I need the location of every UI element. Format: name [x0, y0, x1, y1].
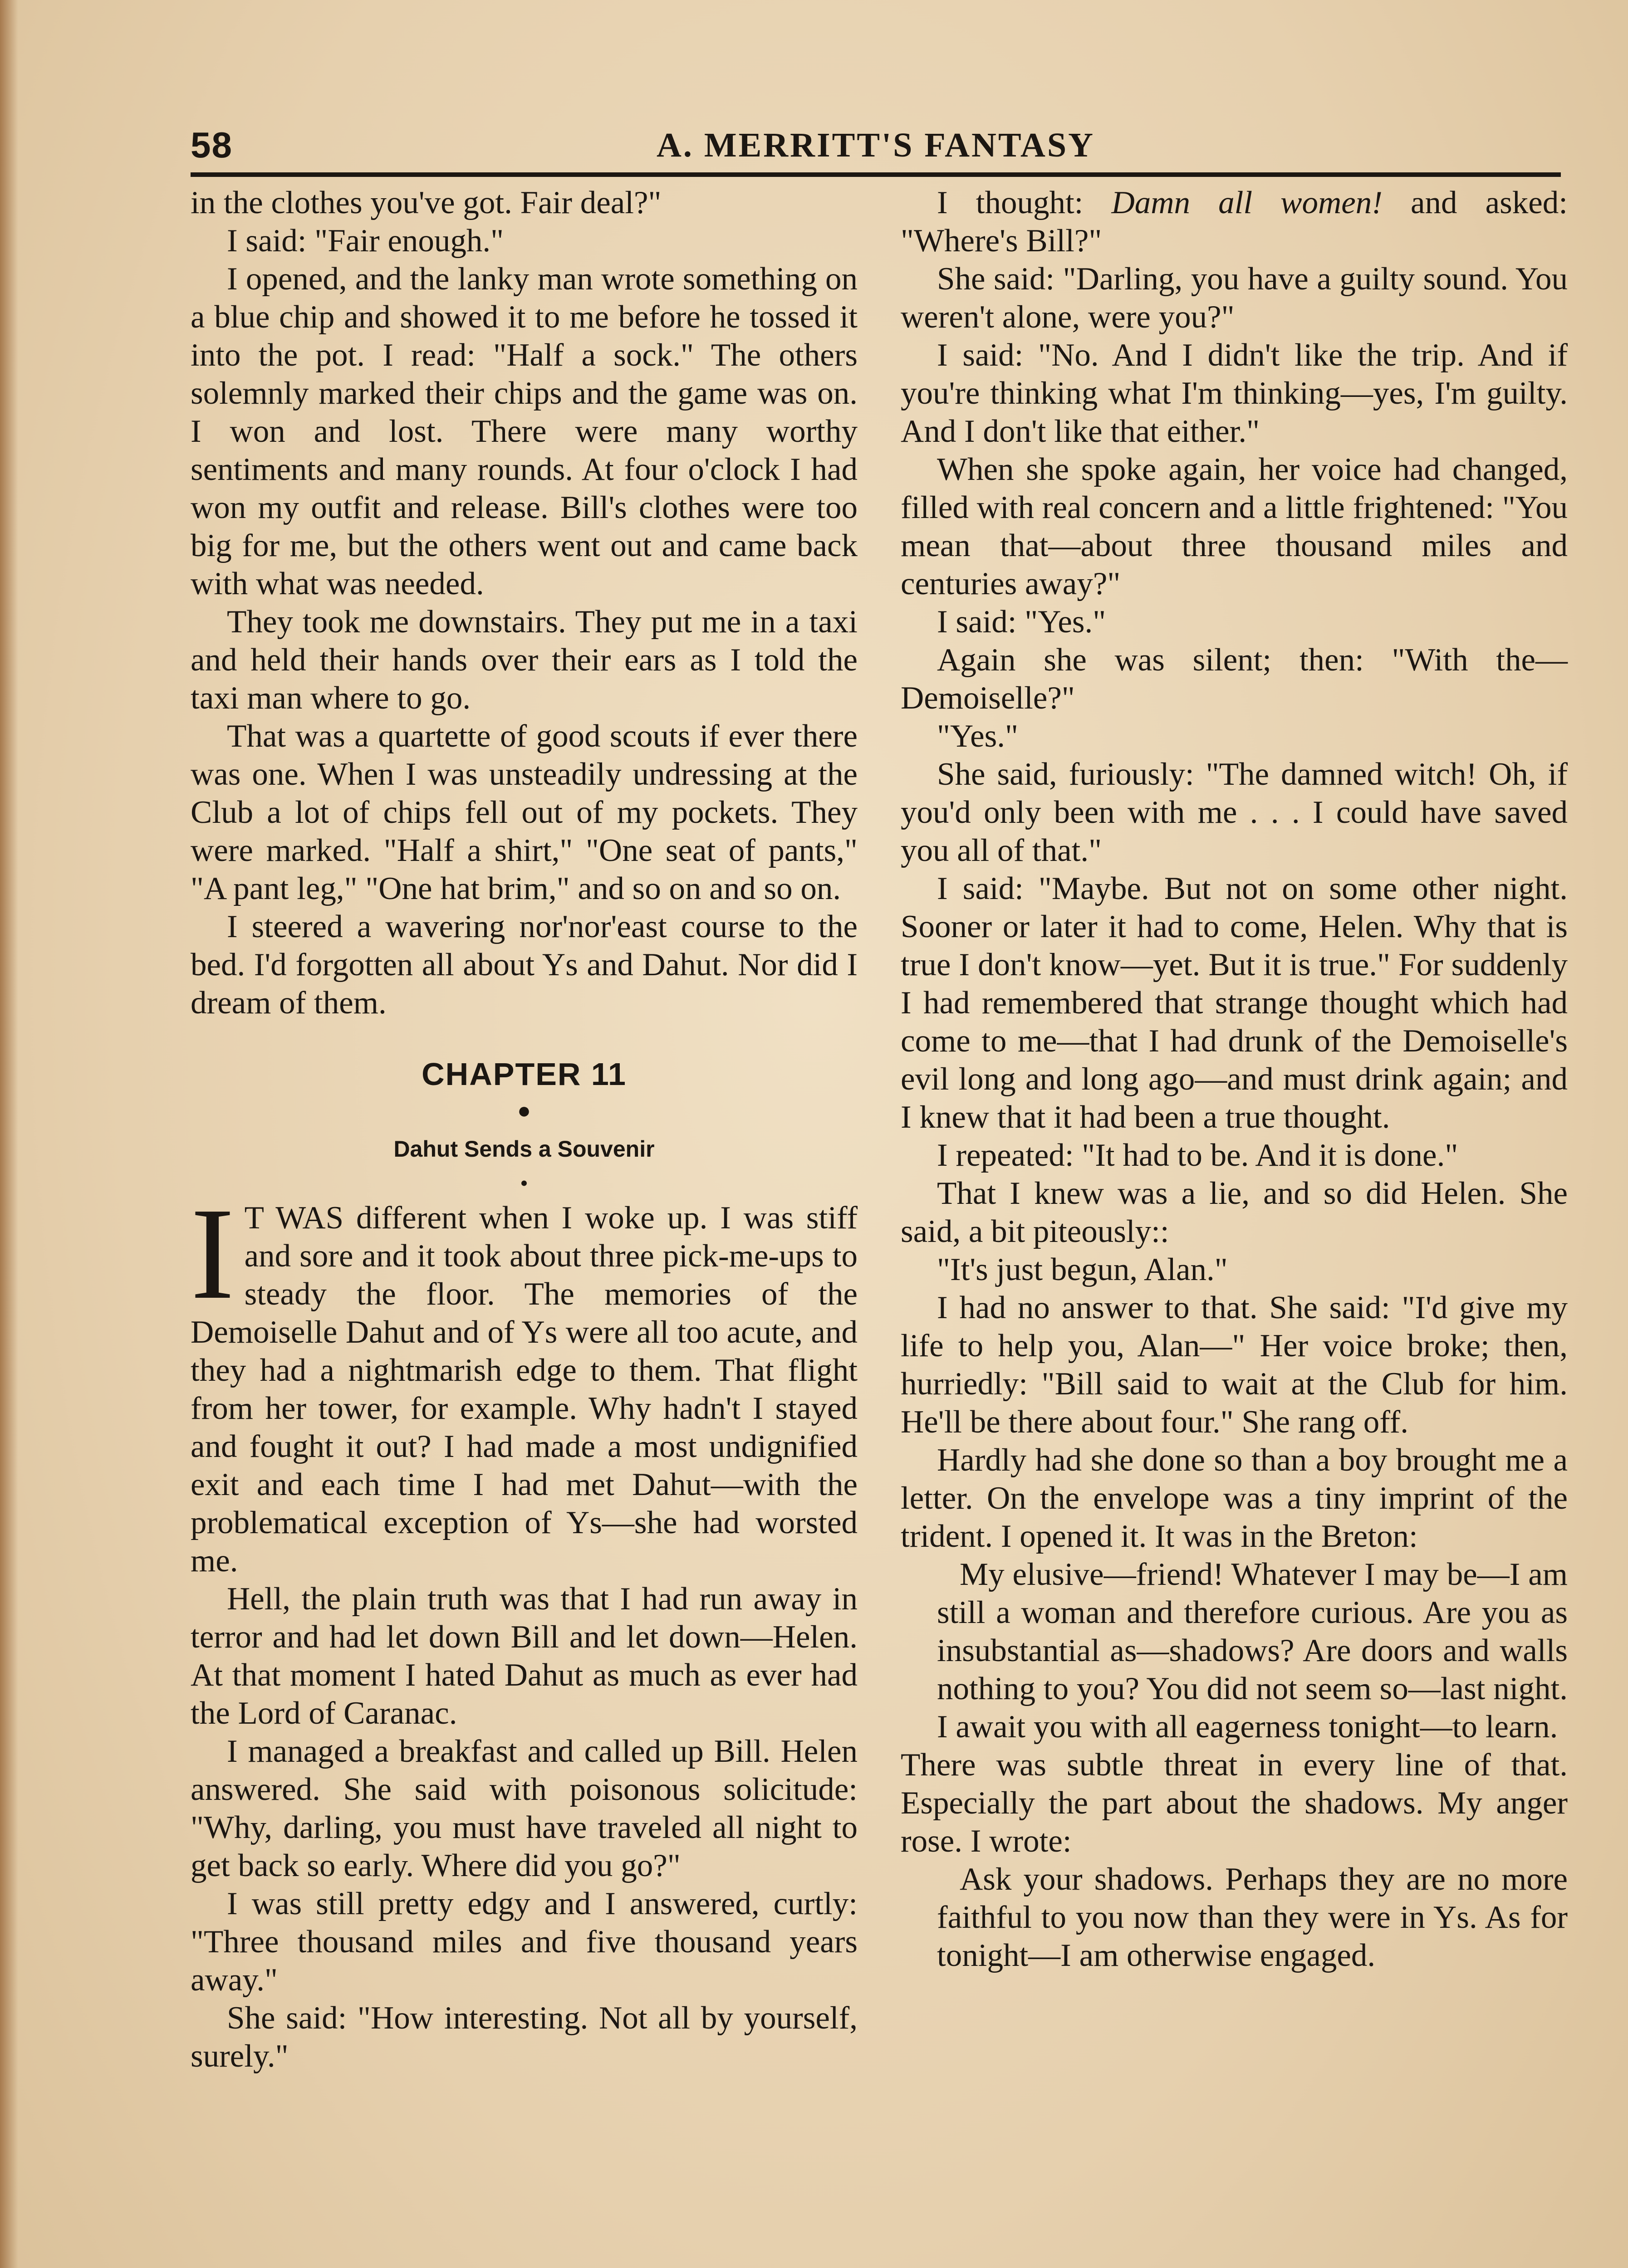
drop-cap: I [191, 1181, 235, 1326]
paragraph: "Yes." [937, 719, 1019, 754]
paragraph: in the clothes you've got. Fair deal?" [191, 185, 662, 220]
paragraph: There was subtle threat in every line of that. Especially the part about the shadows. My anger rose. I wrote: [901, 1747, 1568, 1859]
text-run: and asked: "Where's Bill?" [901, 185, 1568, 259]
paragraph: She said, furiously: "The damned witch! Oh, if you'd only been with me . . . I could have saved you all of that." [901, 757, 1568, 868]
paragraph: I was still pretty edgy and I answered, curtly: "Three thousand miles and five thousand years away." [191, 1886, 858, 1998]
page-edge-shadow [0, 0, 18, 2268]
paragraph: That I knew was a lie, and so did Helen. She said, a bit piteously:: [901, 1176, 1568, 1249]
paragraph: I opened, and the lanky man wrote something on a blue chip and showed it to me before he tossed it into the pot. I read: "Half a sock." The others solemnly marked their chips and the game was on. I won and lost. There were many worthy sentiments and many rounds. At four o'clock I had won my outfit and release. Bill's clothes were too big for me, but the others went out and came back with what was needed. [191, 261, 858, 601]
paragraph: I steered a wavering nor'nor'east course to the bed. I'd forgotten all about Ys and Dahut. Nor did I dream of them. [191, 909, 858, 1021]
left-column [191, 184, 858, 2075]
opening-paragraph-text: T WAS different when I woke up. I was stiff and sore and it took about three pick-me-ups to steady the floor. The memories of the Demoiselle Dahut and of Ys were all too acute, and they had a nightmarish edge to them. That flight from her tower, for example. Why hadn't I stayed and fought it out? I had made a most undignified exit and each time I had met Dahut—with the problematical exception of Ys—she had worsted me. [191, 1200, 858, 1579]
paragraph: I said: "Maybe. But not on some other night. Sooner or later it had to come, Helen. Why that is true I don't know—yet. But it is true." For suddenly I had remembered that strange thought which had come to me—that I had drunk of the Demoiselle's evil long and long ago—and must drink again; and I knew that it had been a true thought. [901, 871, 1568, 1135]
paragraph: I had no answer to that. She said: "I'd give my life to help you, Alan—" Her voice broke; then, hurriedly: "Bill said to wait at the Club for him. He'll be there about four." She rang off. [901, 1290, 1568, 1440]
ornament-dot: ● [517, 1098, 531, 1123]
header-rule [191, 172, 1561, 177]
page-header [191, 122, 1561, 168]
paragraph: I repeated: "It had to be. And it is done." [937, 1138, 1458, 1173]
paragraph: I said: "Fair enough." [227, 223, 504, 259]
text-run: I thought: [937, 185, 1112, 220]
running-title: A. MERRITT'S FANTASY [656, 126, 1095, 164]
paragraph: I said: "No. And I didn't like the trip. And if you're thinking what I'm thinking—yes, I'm guilty. And I don't like that either." [901, 337, 1568, 449]
paragraph: Hell, the plain truth was that I had run away in terror and had let down Bill and let down—Helen. At that moment I hated Dahut as much as ever had the Lord of Caranac. [191, 1581, 858, 1731]
paragraph: That was a quartette of good scouts if ever there was one. When I was unsteadily undressing at the Club a lot of chips fell out of my pockets. They were marked. "Half a shirt," "One seat of pants," "A pant leg," "One hat brim," and so on and so on. [191, 719, 858, 906]
paragraph: Again she was silent; then: "With the—Demoiselle?" [901, 642, 1568, 716]
paragraph: "It's just begun, Alan." [937, 1252, 1228, 1287]
letter-quote: Ask your shadows. Perhaps they are no more faithful to you now than they were in Ys. As for tonight—I am otherwise engaged. [937, 1862, 1568, 1973]
paragraph: I said: "Yes." [937, 604, 1106, 640]
paragraph [901, 184, 1568, 260]
paragraph: They took me downstairs. They put me in a taxi and held their hands over their ears as I told the taxi man where to go. [191, 604, 858, 716]
right-column [901, 184, 1568, 1975]
ornament-dot: • [520, 1170, 528, 1196]
paragraph: Hardly had she done so than a boy brought me a letter. On the envelope was a tiny imprint of the trident. I opened it. It was in the Breton: [901, 1442, 1568, 1554]
chapter-title: CHAPTER 11 [422, 1056, 627, 1092]
opening-paragraph [191, 1181, 858, 1580]
chapter-subtitle: Dahut Sends a Souvenir [393, 1136, 655, 1162]
page-number: 58 [191, 125, 233, 165]
letter-quote: My elusive—friend! Whatever I may be—I am still a woman and therefore curious. Are you as insubstantial as—shadows? Are doors and walls nothing to you? You did not seem so—last night. I await you with all eagerness tonight—to learn. [937, 1557, 1568, 1745]
paragraph: She said: "Darling, you have a guilty sound. You weren't alone, were you?" [901, 261, 1568, 335]
paragraph: When she spoke again, her voice had changed, filled with real concern and a little frightened: "You mean that—about three thousand miles and centuries away?" [901, 452, 1568, 601]
italic-text: Damn all women! [1111, 185, 1383, 220]
paragraph: I managed a breakfast and called up Bill. Helen answered. She said with poisonous solicitude: "Why, darling, you must have traveled all night to get back so early. Where did you go?" [191, 1734, 858, 1883]
paragraph: She said: "How interesting. Not all by yourself, surely." [191, 2000, 858, 2074]
